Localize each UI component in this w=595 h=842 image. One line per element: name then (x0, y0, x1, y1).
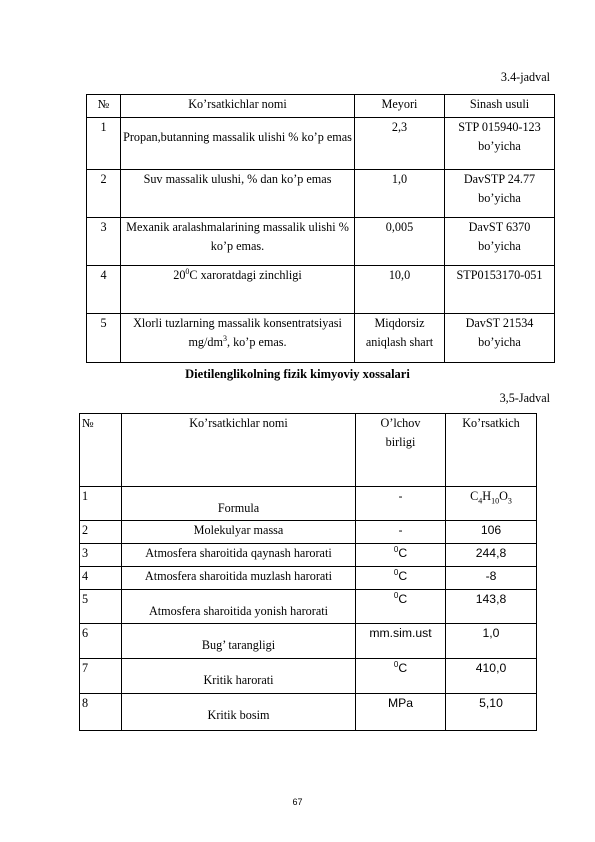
indicator-value: 5,10 (446, 694, 537, 731)
section-title: Dietilenglikolning fizik kimyoviy xossalari (185, 367, 410, 381)
row-number: 3 (87, 218, 121, 266)
table-row (87, 218, 555, 266)
table1-caption: 3.4-jadval (500, 70, 550, 84)
table-row (80, 567, 537, 590)
table-row (80, 487, 537, 521)
table1-header-norm: Meyori (355, 95, 445, 118)
indicator-value: -8 (446, 567, 537, 590)
formula-c: C (470, 489, 479, 503)
degree-sup: 0 (393, 567, 399, 577)
indicator-name: Atmosfera sharoitida yonish harorati (122, 590, 356, 624)
norm-value: 2,3 (355, 118, 445, 170)
unit-text: C (398, 546, 408, 560)
table1-header-name: Ko’rsatkichlar nomi (121, 95, 355, 118)
row-number: 5 (87, 314, 121, 363)
formula-o: O (499, 489, 508, 503)
indicator-name: Formula (122, 487, 356, 521)
norm-value: Miqdorsiz aniqlash shart (355, 314, 445, 363)
unit (356, 659, 446, 694)
table2 (79, 413, 537, 731)
row-number: 7 (80, 659, 122, 694)
indicator-name: Suv massalik ulushi, % dan ko’p emas (121, 170, 355, 218)
table-row (87, 118, 555, 170)
indicator-name: Mexanik aralashmalarining massalik ulishi % ko’p emas. (121, 218, 355, 266)
test-method: DavST 21534 bo’yicha (445, 314, 555, 363)
row-number: 1 (87, 118, 121, 170)
row-number: 6 (80, 624, 122, 659)
name-suffix: , ko’p emas. (226, 335, 287, 349)
row-number: 2 (80, 521, 122, 544)
table2-header-no: № (80, 414, 122, 487)
row-number: 4 (80, 567, 122, 590)
table2-header-unit: O’lchov birligi (356, 414, 446, 487)
unit (356, 590, 446, 624)
indicator-value: 410,0 (446, 659, 537, 694)
name-suffix: C xaroratdagi zinchligi (189, 268, 302, 282)
indicator-name: Molekulyar massa (122, 521, 356, 544)
indicator-name (121, 314, 355, 363)
indicator-name: Kritik bosim (122, 694, 356, 731)
unit-text: C (398, 661, 408, 675)
unit-text: C (398, 569, 408, 583)
test-method: DavST 6370 bo’yicha (445, 218, 555, 266)
formula-value (446, 487, 537, 521)
indicator-name: Atmosfera sharoitida muzlash harorati (122, 567, 356, 590)
name-prefix: 20 (173, 268, 186, 282)
table-row (80, 590, 537, 624)
page-number: 67 (292, 797, 303, 807)
unit: - (356, 521, 446, 544)
unit: MPa (356, 694, 446, 731)
name-prefix: Xlorli tuzlarning massalik konsentratsiyasi mg/dm (133, 316, 342, 349)
test-method: DavSTP 24.77 bo’yicha (445, 170, 555, 218)
indicator-value: 1,0 (446, 624, 537, 659)
formula-h-sub: 10 (491, 496, 500, 506)
table1-header-row (87, 95, 555, 118)
table-row (80, 694, 537, 731)
table2-caption: 3,5-Jadval (499, 391, 550, 405)
row-number: 8 (80, 694, 122, 731)
table1 (86, 94, 555, 363)
table-row (87, 314, 555, 363)
row-number: 1 (80, 487, 122, 521)
table-row (87, 266, 555, 314)
table2-header-row (80, 414, 537, 487)
degree-sup: 0 (393, 544, 399, 554)
indicator-name (121, 266, 355, 314)
formula-c-sub: 4 (478, 496, 483, 506)
unit: - (356, 487, 446, 521)
table-row (80, 544, 537, 567)
table-row (80, 624, 537, 659)
table1-header-no: № (87, 95, 121, 118)
norm-value: 0,005 (355, 218, 445, 266)
table1-header-method: Sinash usuli (445, 95, 555, 118)
table-row (87, 170, 555, 218)
table2-header-value: Ko’rsatkich (446, 414, 537, 487)
unit-sup: 3 (222, 333, 227, 343)
row-number: 3 (80, 544, 122, 567)
table-row (80, 521, 537, 544)
formula-o-sub: 3 (507, 496, 512, 506)
unit (356, 544, 446, 567)
unit-text: C (398, 592, 408, 606)
formula-h: H (482, 489, 492, 503)
indicator-value: 106 (446, 521, 537, 544)
table2-header-name: Ko’rsatkichlar nomi (122, 414, 356, 487)
indicator-name: Atmosfera sharoitida qaynash harorati (122, 544, 356, 567)
norm-value: 10,0 (355, 266, 445, 314)
indicator-value: 244,8 (446, 544, 537, 567)
row-number: 5 (80, 590, 122, 624)
norm-value: 1,0 (355, 170, 445, 218)
unit (356, 567, 446, 590)
degree-sup: 0 (393, 590, 399, 600)
degree-sup: 0 (393, 659, 399, 669)
indicator-name: Propan,butanning massalik ulishi % ko’p emas (121, 118, 355, 170)
degree-sup: 0 (185, 266, 190, 276)
indicator-name: Kritik harorati (122, 659, 356, 694)
indicator-name: Bug’ tarangligi (122, 624, 356, 659)
row-number: 4 (87, 266, 121, 314)
test-method: STP0153170-051 (445, 266, 555, 314)
unit: mm.sim.ust (356, 624, 446, 659)
row-number: 2 (87, 170, 121, 218)
table-row (80, 659, 537, 694)
test-method: STP 015940-123 bo’yicha (445, 118, 555, 170)
indicator-value: 143,8 (446, 590, 537, 624)
